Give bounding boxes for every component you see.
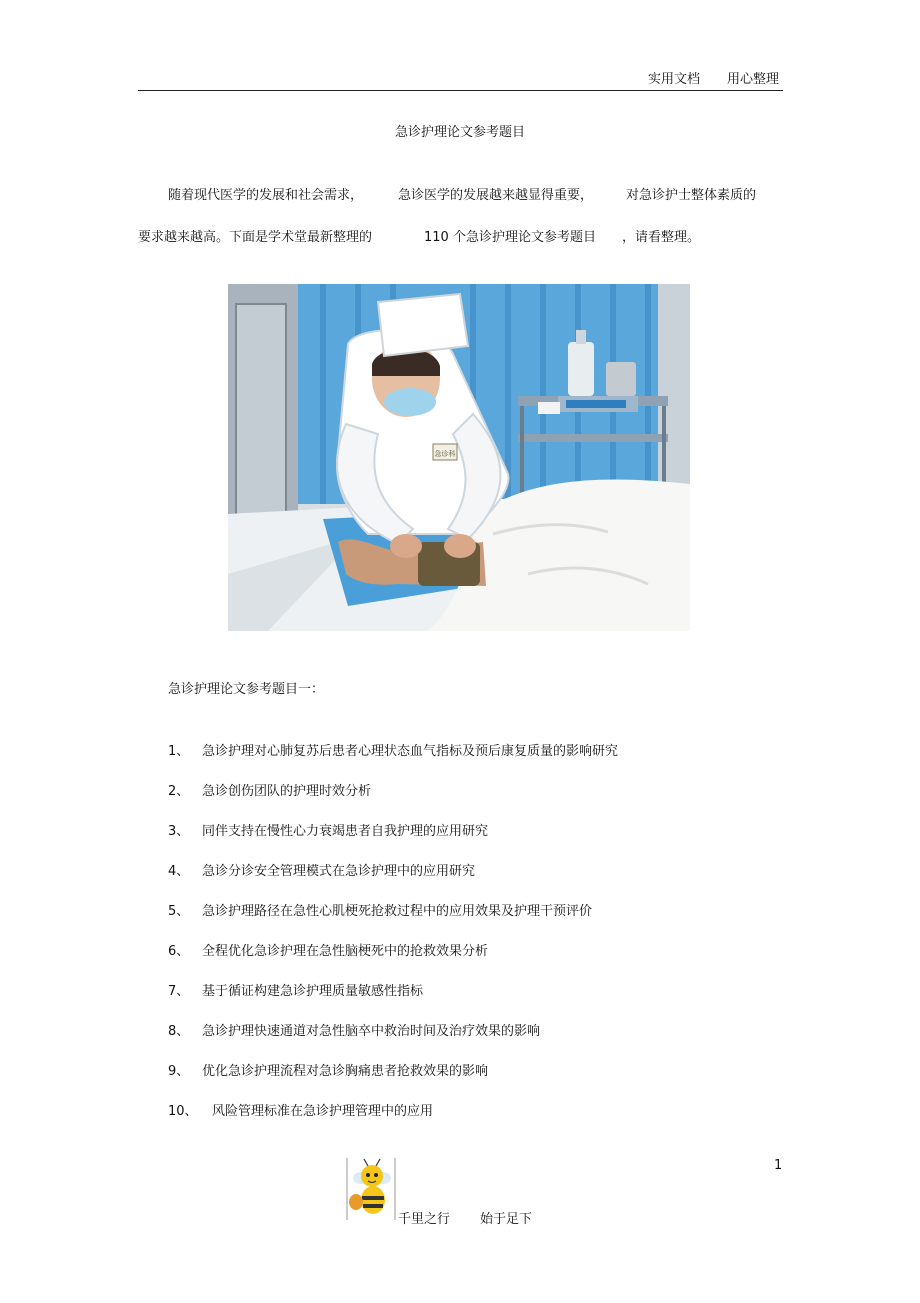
list-item	[168, 860, 475, 879]
list-item-number: 3、	[168, 824, 190, 839]
list-item	[168, 940, 488, 959]
list-item-number: 9、	[168, 1064, 190, 1079]
list-item-text: 急诊护理路径在急性心肌梗死抢救过程中的应用效果及护理干预评价	[202, 904, 593, 919]
list-item-text: 基于循证构建急诊护理质量敏感性指标	[202, 984, 424, 999]
intro-line2-part3: ，请看整理。	[622, 230, 701, 245]
nurse-photo	[228, 284, 690, 631]
intro-line2-part1: 要求越来越高。下面是学术堂最新整理的	[138, 230, 373, 245]
list-item-text: 优化急诊护理流程对急诊胸痛患者抢救效果的影响	[202, 1064, 489, 1079]
intro-line1-part2: 急诊医学的发展越来越显得重要，	[398, 188, 594, 203]
list-item	[168, 1020, 540, 1039]
intro-line1-part1: 随着现代医学的发展和社会需求，	[168, 188, 364, 203]
list-item-number: 2、	[168, 784, 190, 799]
list-item-text: 急诊创伤团队的护理时效分析	[202, 784, 372, 799]
footer-motto-right: 始于足下	[480, 1212, 533, 1227]
list-item-text: 风险管理标准在急诊护理管理中的应用	[212, 1104, 434, 1119]
bee-logo-icon	[346, 1156, 398, 1222]
list-item-text: 同伴支持在慢性心力衰竭患者自我护理的应用研究	[202, 824, 489, 839]
list-item	[168, 1100, 433, 1119]
list-item-text: 急诊护理对心肺复苏后患者心理状态血气指标及预后康复质量的影响研究	[202, 744, 619, 759]
header-right-text: 用心整理	[727, 72, 780, 87]
intro-line1-part3: 对急诊护士整体素质的	[626, 188, 757, 203]
list-item	[168, 1060, 488, 1079]
intro-line2-part2: 110 个急诊护理论文参考题目	[424, 230, 596, 245]
section-title: 急诊护理论文参考题目一：	[168, 682, 325, 697]
list-item-text: 急诊分诊安全管理模式在急诊护理中的应用研究	[202, 864, 476, 879]
list-item	[168, 740, 618, 759]
list-item	[168, 780, 371, 799]
list-item-number: 10、	[168, 1104, 198, 1119]
list-item-number: 1、	[168, 744, 190, 759]
list-item-number: 7、	[168, 984, 190, 999]
header-rule	[138, 90, 783, 91]
list-item-number: 5、	[168, 904, 190, 919]
page-number: 1	[774, 1158, 783, 1173]
footer-motto-left: 千里之行	[398, 1212, 451, 1227]
list-item-number: 8、	[168, 1024, 190, 1039]
list-item-number: 6、	[168, 944, 190, 959]
document-title: 急诊护理论文参考题目	[394, 125, 525, 140]
list-item	[168, 900, 592, 919]
list-item-number: 4、	[168, 864, 190, 879]
list-item	[168, 980, 423, 999]
list-item-text: 全程优化急诊护理在急性脑梗死中的抢救效果分析	[202, 944, 489, 959]
list-item-text: 急诊护理快速通道对急性脑卒中救治时间及治疗效果的影响	[202, 1024, 541, 1039]
header-left-text: 实用文档	[648, 72, 701, 87]
list-item	[168, 820, 488, 839]
badge-text: 急诊科	[434, 450, 456, 458]
